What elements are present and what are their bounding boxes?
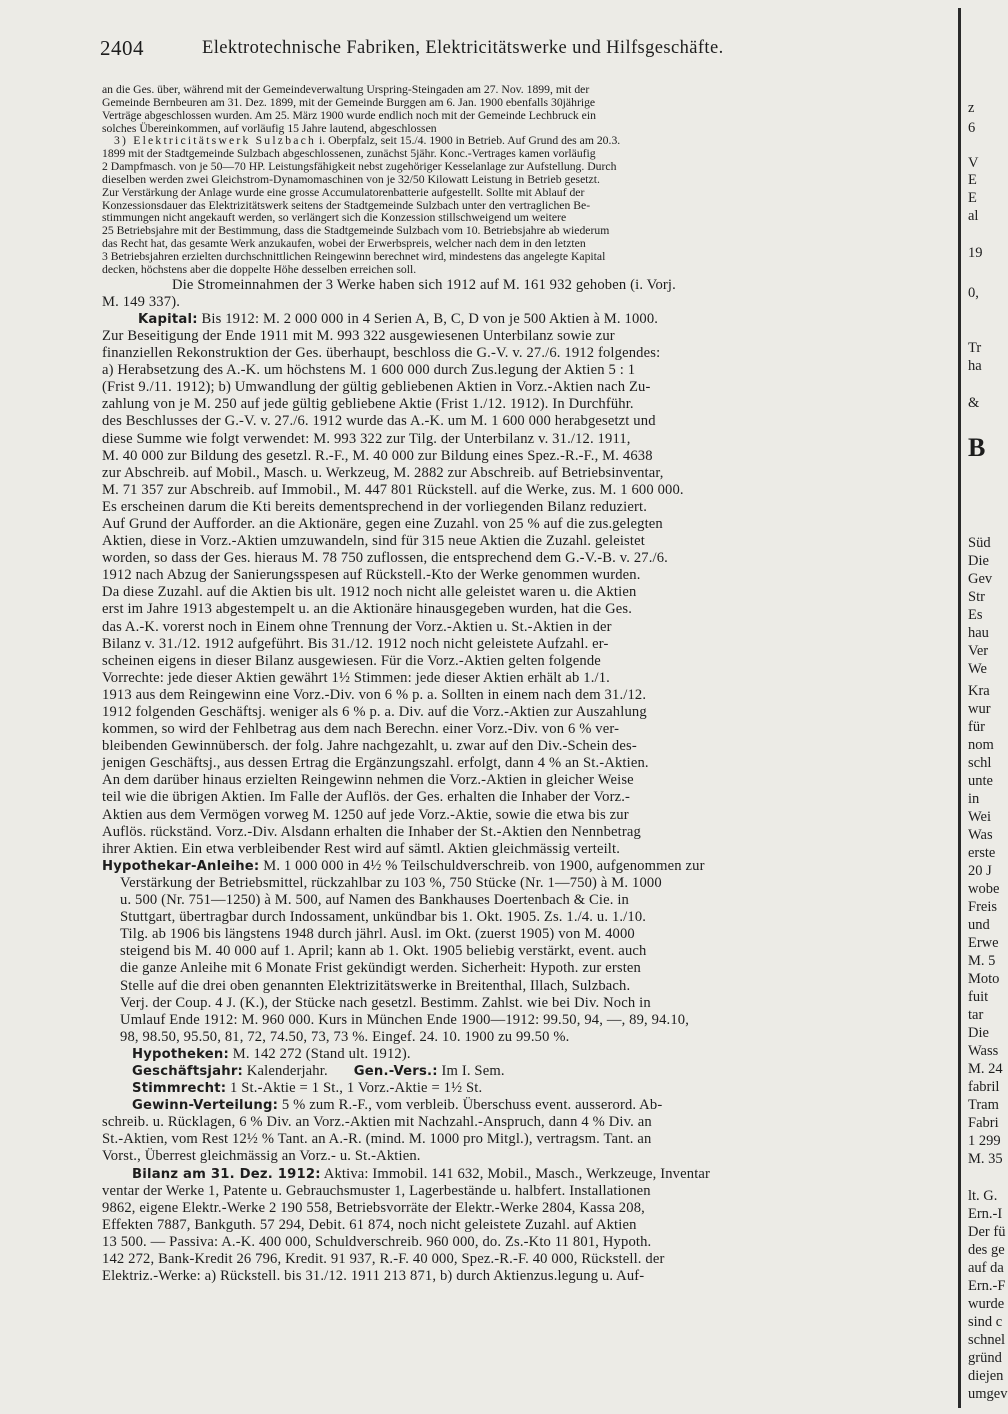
gen-vers-label: Gen.-Vers.: [353,1063,438,1079]
edge-fragment: Tram [968,1097,999,1113]
edge-fragment: auf da [968,1260,1004,1276]
edge-fragment: fuit [968,989,989,1005]
text-line: u. 500 (Nr. 751—1250) à M. 500, auf Namen des Bankhauses Doertenbach & Cie. in [120,892,629,909]
text-line: stimmungen nicht angekauft werden, so verlängert sich die Konzession stillschweigend um weitere [102,211,567,225]
item-3-label: 3) Elektricitätswerk Sulzbach [114,134,317,148]
text-line: Bilanz v. 31./12. 1912 aufgeführt. Bis 31./12. 1912 noch nicht geleistete Aufzahl. er- [102,635,609,652]
edge-fragment: E [968,172,977,188]
hypothekar-text: M. 1 000 000 in 4½ % Teilschuldverschreib. von 1900, aufgenommen zur [259,857,705,874]
edge-fragment: für [968,719,985,735]
gen-vers-value: Im I. Sem. [437,1062,505,1079]
edge-fragment: des ge [968,1242,1005,1258]
hypotheken-line [102,1046,932,1063]
gewinn-label: Gewinn-Verteilung: [132,1098,279,1114]
text-line: das A.-K. vorerst noch in Einem ohne Trennung der Vorz.-Aktien u. St.-Aktien in der [102,618,612,635]
text-line: St.-Aktien, vom Rest 12½ % Tant. an A.-R. (mind. M. 1000 pro Mitgl.), vertragsm. Tant. an [102,1131,652,1148]
column-rule [958,8,961,1408]
text-line: Auflös. rückständ. Vorz.-Div. Alsdann erhalten die Inhaber der St.-Aktien den Nennbetrag [102,823,641,840]
edge-fragment: Tr [968,340,982,356]
text-line: Tilg. ab 1906 bis längstens 1948 durch jährl. Ausl. im Okt. (zuerst 1905) von M. 4000 [120,926,635,943]
geschaeftsjahr-line [102,1063,932,1080]
text-line: 3 Betriebsjahren erzielten durchschnittlichen Reingewinn berechnet wird, mindestens das angelegte Kapital [102,249,606,263]
text-line: Aktien, diese in Vorz.-Aktien umzuwandeln, sind für 315 neue Aktien die Zuzahl. geleistet [102,533,645,550]
edge-fragment: Str [968,589,985,605]
text-line: schreib. u. Rücklagen, 6 % Div. an Vorz.-Aktien mit Nachzahl.-Anspruch, dann 4 % Div. an [102,1114,652,1131]
edge-fragment: M. 5 [968,953,996,969]
edge-fragment: Die [968,1025,989,1041]
edge-fragment: fabril [968,1079,1000,1095]
text-line: (Frist 9./11. 1912); b) Umwandlung der gültig gebliebenen Aktien in Vorz.-Aktien nach Zu- [102,379,651,396]
text-line: Da diese Zuzahl. auf die Aktien bis ult. 1912 noch nicht alle geleistet waren u. die Aktien [102,584,637,601]
text-line: ihrer Aktien. Ein etwa verbleibender Rest wird auf sämtl. Aktien gleichmässig verteilt. [102,840,621,857]
text-line: a) Herabsetzung des A.-K. um höchstens M. 1 600 000 durch Zus.legung der Aktien 5 : 1 [102,362,636,379]
bilanz-label: Bilanz am 31. Dez. 1912: [132,1166,321,1182]
edge-fragment: schnel [968,1332,1006,1348]
bilanz-text: Aktiva: Immobil. 141 632, Mobil., Masch., Werkzeuge, Inventar [320,1165,711,1182]
edge-fragment: lt. G. [968,1188,998,1204]
running-title: Elektrotechnische Fabriken, Elektricitätswerke und Hilfsgeschäfte. [202,38,724,58]
text-line: die ganze Anleihe mit 6 Monate Frist gekündigt werden. Sicherheit: Hypoth. zur ersten [120,960,641,977]
text-line: diese Summe wie folgt verwendet: M. 993 322 zur Tilg. der Unterbilanz v. 31./12. 1911, [102,430,631,447]
main-text-block [102,277,932,1286]
kapital-text: Bis 1912: M. 2 000 000 in 4 Serien A, B, C, D von je 500 Aktien à M. 1000. [197,310,659,327]
text-line: M. 40 000 zur Bildung des gesetzl. R.-F., M. 40 000 zur Bildung eines Spez.-R.-F., M. 4638 [102,447,653,464]
text-line: 142 272, Bank-Kredit 26 796, Kredit. 91 937, R.-F. 40 000, Spez.-R.-F. 40 000, Rückstell. der [102,1251,665,1267]
text-line: erst im Jahre 1913 abgestempelt u. an die Aktionäre hinausgegeben wurden, hat die Ges. [102,601,633,618]
text-line: teil wie die übrigen Aktien. Im Falle der Auflös. der Ges. erhalten die Inhaber der Vorz.- [102,789,631,806]
edge-fragment: 20 J [968,863,992,879]
text-line: Gemeinde Bernbeuren am 31. Dez. 1899, mit der Gemeinde Burggen am 6. Jan. 1900 ebenfalls 30jährige [102,95,596,109]
edge-fragment: V [968,155,979,171]
edge-fragment: umgev [968,1386,1008,1402]
kapital-line [102,311,932,328]
page-header [100,36,920,66]
text-line: Umlauf Ende 1912: M. 960 000. Kurs in München Ende 1900—1912: 99.50, 94, —, 89, 94.10, [120,1011,690,1028]
edge-fragment: Wass [968,1043,999,1059]
item-3-text: i. Oberpfalz, seit 15./4. 1900 in Betrieb. Auf Grund des am 20.3. [316,134,621,148]
hypothekar-label: Hypothekar-Anleihe: [102,858,260,874]
text-line: Konzessionsdauer das Elektrizitätswerk seitens der Stadtgemeinde Sulzbach unter den vertraglichen Be- [102,198,591,212]
edge-fragment: Süd [968,535,991,551]
edge-fragment: Gev [968,571,993,587]
edge-fragment: Der fü [968,1224,1006,1240]
text-line: an die Ges. über, während mit der Gemeindeverwaltung Urspring-Steingaden am 27. Nov. 1899, mit der [102,83,590,96]
edge-fragment: Kra [968,683,990,699]
edge-fragment: wobe [968,881,1000,897]
bilanz-line [102,1166,932,1183]
gewinn-line [102,1097,932,1114]
text-line: 1899 mit der Stadtgemeinde Sulzbach abgeschlossenen, zunächst 5jähr. Konc.-Vertrages kamen vorläufig [102,147,596,161]
stimmrecht-label: Stimmrecht: [132,1081,227,1097]
edge-fragment: M. 35 [968,1151,1003,1167]
text-line: das Recht hat, das gesamte Werk anzukaufen, wobei der Erwerbspreis, welcher nach dem in den letzten [102,237,586,251]
hypotheken-text: M. 142 272 (Stand ult. 1912). [229,1045,411,1062]
text-line: worden, so dass der Ges. hieraus M. 78 750 zuflossen, die entsprechend dem G.-V.-B. v. 27./6. [102,550,668,567]
text-line: Zur Verstärkung der Anlage wurde eine grosse Accumulatorenbatterie aufgestellt. Sollte mit Ablauf der [102,185,585,199]
text-line: Aktien aus dem Vermögen vorweg M. 1250 auf jede Vorz.-Aktie, sowie die etwa bis zur [102,806,629,823]
text-line: dieselben werden zwei Gleichstrom-Dynamomaschinen von je 32/50 Kilowatt Leistung in Betrieb gesetzt. [102,172,600,186]
edge-fragment: sind c [968,1314,1003,1330]
edge-fragment: Was [968,827,993,843]
text-line: Stelle auf die drei oben genannten Elektrizitätswerke in Breitenthal, Illach, Sulzbach. [120,977,631,994]
edge-fragment: wurde [968,1296,1005,1312]
edge-fragment: Fabri [968,1115,999,1131]
edge-fragment: 0, [968,285,979,301]
text-line: solches Übereinkommen, auf vorläufig 15 Jahre lautend, abgeschlossen [102,121,437,135]
text-line: An dem darüber hinaus erzielten Reingewinn nehmen die Vorz.-Aktien in gleicher Weise [102,772,634,789]
gewinn-text: 5 % zum R.-F., vom verbleib. Überschuss event. ausserord. Ab- [278,1097,663,1114]
hypothekar-line [102,858,932,875]
edge-fragment: z [968,100,975,116]
text-line: Zur Beseitigung der Ende 1911 mit M. 993 322 ausgewiesenen Unterbilanz sowie zur [102,327,615,344]
edge-fragment: Moto [968,971,1000,987]
text-line: jenigen Geschäftsj., aus dessen Ertrag die Ergänzungszahl. erfolgt, dann 4 % an St.-Aktien. [102,755,649,772]
geschaeftsjahr-value: Kalenderjahr. [243,1062,328,1079]
text-line: zur Abschreib. auf Mobil., Masch. u. Werkzeug, M. 2882 zur Abschreib. auf Betriebsinventar, [102,464,664,481]
text-line: steigend bis M. 40 000 auf 1. April; kann ab 1. Okt. 1905 beliebig verstärkt, event. auch [120,943,647,960]
text-line: Verträge abgeschlossen wurden. Am 25. März 1900 wurde endlich noch mit der Gemeinde Lechbruck ein [102,108,596,122]
stimmrecht-value: 1 St.-Aktie = 1 St., 1 Vorz.-Aktie = 1½ St. [226,1080,483,1097]
edge-fragment: unte [968,773,993,789]
edge-fragment: diejen [968,1368,1004,1384]
text-line: M. 71 357 zur Abschreib. auf Immobil., M. 447 801 Rückstell. auf die Werke, zus. M. 1 600 000. [102,481,684,498]
edge-fragment: Es [968,607,983,623]
adjacent-page-edge [968,0,1008,1414]
text-line: 2 Dampfmasch. von je 50—70 HP. Leistungsfähigkeit nebst zugehöriger Kesselanlage zur Aufstellung. Durch [102,160,617,174]
edge-fragment: Freis [968,899,997,915]
edge-fragment: in [968,791,980,807]
edge-fragment: schl [968,755,992,771]
text-line: Auf Grund der Aufforder. an die Aktionäre, gegen eine Zuzahl. von 25 % auf die zus.gelegten [102,515,663,532]
text-line: ventar der Werke 1, Patente u. Gebrauchsmuster 1, Lagerbestände u. halbfert. Installationen [102,1182,651,1199]
text-line: zahlung von je M. 250 auf jede gültig gebliebene Aktie (Frist 1./12. 1912). In Durchführ. [102,396,634,413]
edge-fragment: Die [968,553,989,569]
text-line: Die Stromeinnahmen der 3 Werke haben sich 1912 auf M. 161 932 gehoben (i. Vorj. [172,276,676,293]
text-line: 1912 folgenden Geschäftsj. weniger als 6 % p. a. Div. auf die Vorz.-Aktien zur Auszahlung [102,704,647,720]
edge-fragment: Erwe [968,935,999,951]
edge-fragment: nom [968,737,994,753]
page-number: 2404 [100,36,144,60]
text-line: kommen, so wird der Fehlbetrag aus dem nach Berechn. einer Vorz.-Div. von 6 % ver- [102,721,620,738]
edge-fragment: wur [968,701,991,717]
text-line: Verj. der Coup. 4 J. (K.), der Stücke nach gesetzl. Bestimm. Zahlst. wie bei Div. Noch in [120,994,651,1011]
edge-fragment: 19 [968,245,983,261]
text-line: 1912 nach Abzug der Sanierungsspesen auf Rückstell.-Kto der Werke genommen wurden. [102,567,641,584]
main-column [102,84,932,1285]
text-line: 13 500. — Passiva: A.-K. 400 000, Schuldverschreib. 960 000, do. Zs.-Kto 11 801, Hypoth. [102,1233,652,1250]
kapital-label: Kapital: [138,311,198,327]
edge-fragment: ha [968,358,982,374]
text-line: M. 149 337). [102,293,181,310]
geschaeftsjahr-label: Geschäftsjahr: [132,1063,243,1079]
edge-fragment: Ern.-I [968,1206,1003,1222]
edge-fragment: We [968,661,987,677]
text-line: decken, höchstens aber die doppelte Höhe desselben erreichen soll. [102,262,417,276]
edge-fragment: B [968,433,986,462]
small-print-block [102,84,932,277]
edge-fragment: gründ [968,1350,1002,1366]
text-line: Elektriz.-Werke: a) Rückstell. bis 31./12. 1911 213 871, b) durch Aktienzus.legung u. Auf- [102,1268,645,1285]
text-line: 9862, eigene Elektr.-Werke 2 190 558, Betriebsvorräte der Elektr.-Werke 2804, Kassa 208, [102,1199,645,1216]
edge-fragment: 1 299 [968,1133,1001,1149]
text-line: des Beschlusses der G.-V. v. 27./6. 1912 wurde das A.-K. um M. 1 600 000 herabgesetzt und [102,413,656,430]
hypotheken-label: Hypotheken: [132,1046,229,1062]
edge-fragment: hau [968,625,989,641]
edge-fragment: E [968,190,977,206]
edge-fragment: und [968,917,990,933]
edge-fragment: Wei [968,809,991,825]
text-line: 1913 aus dem Reingewinn eine Vorz.-Div. von 6 % p. a. Sollten in einem nach dem 31./12. [102,686,647,703]
edge-fragment: 6 [968,120,976,136]
stimmrecht-line [102,1080,932,1097]
edge-fragment: Ern.-F [968,1278,1006,1294]
text-line: Effekten 7887, Bankguth. 57 294, Debit. 61 874, noch nicht geleistete Zuzahl. auf Aktien [102,1216,637,1233]
edge-fragment: Ver [968,643,989,659]
edge-fragment: M. 24 [968,1061,1003,1077]
text-line: Stuttgart, übertragbar durch Indossament, unkündbar bis 1. Okt. 1905. Zs. 1./4. u. 1./10. [120,909,647,926]
edge-fragment: tar [968,1007,984,1023]
text-line: scheinen eigens in dieser Bilanz ausgewiesen. Für die Vorz.-Aktien gelten folgende [102,652,601,669]
edge-fragment: & [968,395,980,411]
edge-fragment: erste [968,845,996,861]
edge-fragment: al [968,208,979,224]
text-line: bleibenden Gewinnübersch. der folg. Jahre nachgezahlt, u. zwar auf den Div.-Schein des- [102,738,637,755]
text-line: Es erscheinen darum die Kti bereits dementsprechend in der vorliegenden Bilanz reduziert. [102,498,648,515]
text-line: Vorrechte: jede dieser Aktien gewährt 1½ Stimmen: jede dieser Aktien erhält ab 1./1. [102,669,610,686]
text-line: Vorst., Überrest gleichmässig an Vorz.- u. St.-Aktien. [102,1148,421,1165]
text-line: 98, 98.50, 95.50, 81, 72, 74.50, 73, 73 %. Eingef. 24. 10. 1900 zu 99.50 %. [120,1028,570,1045]
text-line: 25 Betriebsjahre mit der Bestimmung, dass die Stadtgemeinde Sulzbach vom 10. Betriebsjahre ab wiederum [102,224,610,238]
text-line: finanziellen Rekonstruktion der Ges. überhaupt, beschloss die G.-V. v. 27./6. 1912 folgendes: [102,345,661,362]
text-line: Verstärkung der Betriebsmittel, rückzahlbar zu 103 %, 750 Stücke (Nr. 1—750) à M. 1000 [120,874,662,891]
